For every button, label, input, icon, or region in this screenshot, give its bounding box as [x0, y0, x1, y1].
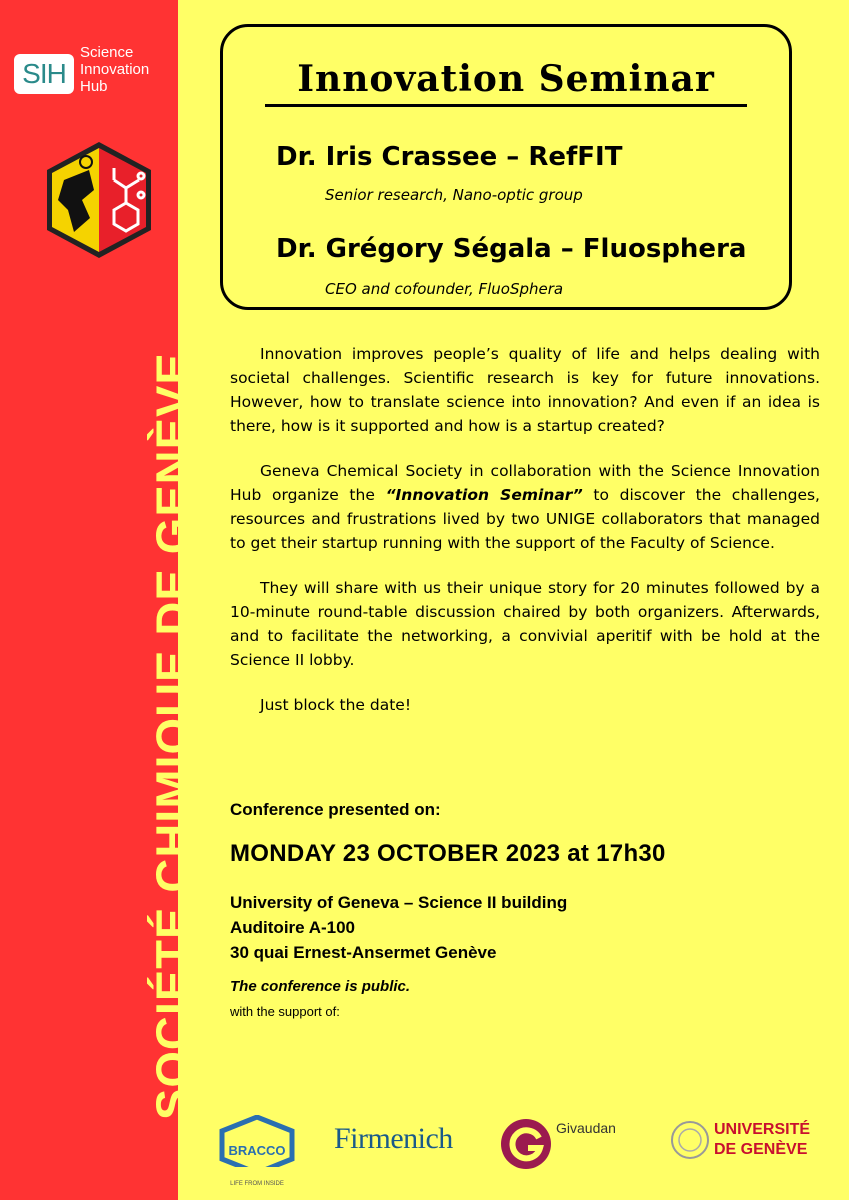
unige-logo	[670, 1118, 830, 1168]
conference-label: Conference presented on:	[230, 800, 441, 819]
givaudan-g-icon	[500, 1118, 552, 1170]
paragraph-1: Innovation improves people’s quality of life and helps dealing with societal challenges. Scientific research is key for future innovations. However, how to translate science into innovation? And even if an idea is there, how is it supported and how is a startup created?	[230, 345, 820, 435]
conference-date: MONDAY 23 OCTOBER 2023 at 17h30	[230, 840, 666, 867]
geneva-chemistry-emblem-icon	[44, 140, 154, 260]
support-label: with the support of:	[230, 1004, 340, 1019]
societe-chimique-title: SOCIÉTÉ CHIMIQUE DE GENÈVE	[146, 352, 199, 1120]
paragraph-4: Just block the date!	[260, 696, 412, 714]
speaker-1-name: Dr. Iris Crassee – RefFIT	[276, 142, 623, 172]
bracco-name: BRACCO	[228, 1143, 286, 1158]
seminar-description	[230, 342, 820, 738]
venue-line-3: 30 quai Ernest-Ansermet Genève	[230, 943, 497, 962]
sih-line-1: Science	[80, 44, 134, 61]
givaudan-name: Givaudan	[556, 1120, 616, 1136]
public-note: The conference is public.	[230, 978, 411, 995]
unige-seal-icon	[670, 1118, 710, 1162]
bracco-logo	[212, 1115, 302, 1195]
unige-name: UNIVERSITÉ DE GENÈVE	[714, 1121, 811, 1158]
speaker-1-role: Senior research, Nano-optic group	[325, 186, 583, 204]
speaker-2-name: Dr. Grégory Ségala – Fluosphera	[276, 234, 747, 264]
sih-logo-text	[80, 44, 176, 95]
firmenich-logo: Firmenich	[334, 1122, 453, 1155]
bracco-tagline: LIFE FROM INSIDE	[230, 1181, 284, 1187]
venue-line-1: University of Geneva – Science II building	[230, 893, 568, 912]
sih-line-3: Hub	[80, 78, 108, 95]
sih-logo: SIH	[14, 54, 74, 94]
givaudan-logo	[500, 1118, 640, 1174]
sih-line-2: Innovation	[80, 61, 150, 78]
paragraph-3: They will share with us their unique story for 20 minutes followed by a 10-minute round-table discussion chaired by both organizers. Afterwards, and to facilitate the networking, a convivial aperitif with be hold at the Science II lobby.	[230, 579, 820, 669]
paragraph-2: Geneva Chemical Society in collaboration with the Science Innovation Hub organize the “Innovation Seminar” to discover the challenges, resources and frustrations lived by two UNIGE collaborators that managed to get their startup running with the support of the Faculty of Science.	[230, 462, 820, 552]
venue-address	[230, 890, 567, 965]
seminar-name-emphasis: “Innovation Seminar”	[385, 486, 583, 504]
speaker-2-role: CEO and cofounder, FluoSphera	[325, 280, 564, 298]
bracco-hexagon-icon	[212, 1115, 302, 1167]
sidebar	[0, 0, 199, 1200]
venue-line-2: Auditoire A-100	[230, 918, 356, 937]
seminar-title: Innovation Seminar	[265, 58, 747, 107]
